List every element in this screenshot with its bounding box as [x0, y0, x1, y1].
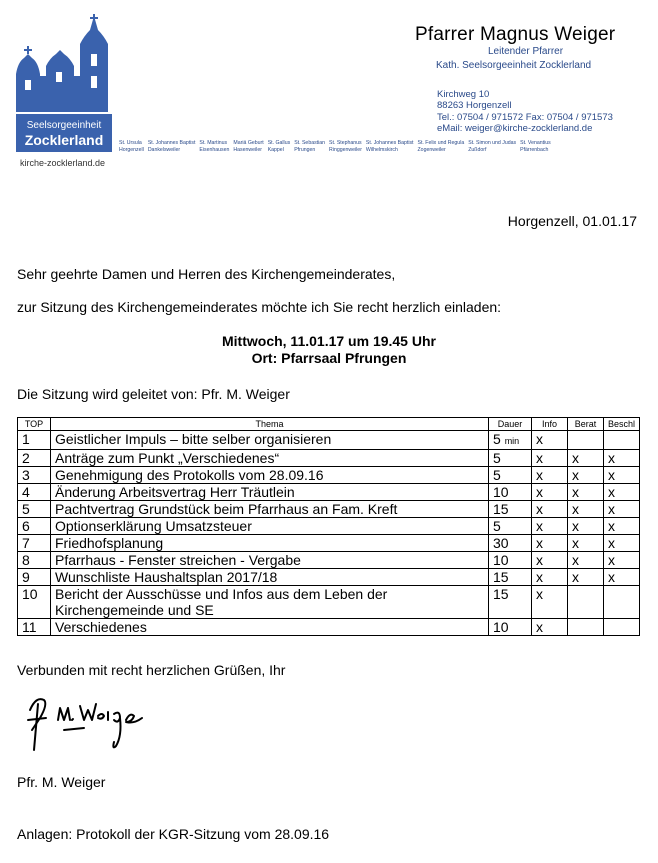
agenda-beschl: [604, 586, 640, 619]
agenda-berat: [568, 586, 604, 619]
agenda-row: [18, 450, 640, 467]
parish-place: Eisenhausen: [199, 147, 230, 153]
parish-place: Dankelsweiler: [147, 147, 181, 153]
parish-list: [119, 140, 639, 154]
agenda-beschl: x: [604, 467, 640, 484]
sender-role: Leitender Pfarrer: [488, 46, 564, 57]
agenda-topic-line: Wunschliste Haushaltsplan 2017/18: [55, 569, 278, 585]
agenda-berat: x: [568, 484, 604, 501]
agenda-topic: [51, 619, 489, 636]
parish-item: [294, 140, 325, 154]
agenda-berat: x: [568, 552, 604, 569]
logo-url: kirche-zocklerland.de: [20, 158, 106, 168]
logo-line2: Zocklerland: [24, 132, 104, 148]
agenda-berat: x: [568, 450, 604, 467]
parish-name: St. Sebastian: [294, 140, 326, 146]
agenda-topic: [51, 501, 489, 518]
agenda-header-row: [18, 418, 640, 431]
meeting-date-time: Mittwoch, 11.01.17 um 19.45 Uhr: [222, 333, 436, 349]
logo-line1: Seelsorgeeinheit: [26, 120, 102, 131]
agenda-info: x: [532, 552, 568, 569]
church-logo-icon: [16, 14, 112, 154]
agenda-top: 9: [18, 569, 51, 586]
parish-name: St. Felix und Regula: [417, 140, 465, 146]
agenda-info: x: [532, 569, 568, 586]
agenda-dauer: [489, 552, 532, 569]
address-email: eMail: weiger@kirche-zocklerland.de: [437, 123, 593, 134]
agenda-top: 6: [18, 518, 51, 535]
agenda-dauer: [489, 501, 532, 518]
agenda-berat: x: [568, 535, 604, 552]
agenda-topic-line: Kirchengemeinde und SE: [55, 602, 214, 618]
agenda-dauer: [489, 619, 532, 636]
date-line: Horgenzell, 01.01.17: [507, 213, 637, 229]
agenda-beschl: x: [604, 552, 640, 569]
signer-name: Pfr. M. Weiger: [17, 774, 106, 790]
agenda-dauer-value: 10: [493, 552, 509, 568]
agenda-dauer: [489, 484, 532, 501]
invitation-text: zur Sitzung des Kirchengemeinderates möchte ich Sie recht herzlich einladen:: [17, 299, 502, 315]
agenda-info: x: [532, 467, 568, 484]
parish-item: [329, 140, 362, 154]
agenda-dauer-value: 15: [493, 586, 509, 602]
handwritten-signature: [24, 690, 154, 752]
agenda-top: 8: [18, 552, 51, 569]
parish-item: [366, 140, 414, 154]
agenda-info: x: [532, 501, 568, 518]
parish-item: [520, 140, 551, 154]
signature-image: [24, 690, 154, 752]
col-dauer: Dauer: [489, 418, 532, 431]
agenda-berat: x: [568, 518, 604, 535]
agenda-info: x: [532, 518, 568, 535]
parish-item: [148, 140, 196, 154]
address-phone-fax: Tel.: 07504 / 971572 Fax: 07504 / 971573: [437, 112, 613, 123]
agenda-topic-line: Verschiedenes: [55, 619, 147, 635]
parish-name: St. Stephanus: [329, 140, 362, 146]
agenda-dauer-value: 30: [493, 535, 509, 551]
agenda-berat: [568, 619, 604, 636]
parish-item: [199, 140, 229, 154]
parish-item: [119, 140, 144, 154]
agenda-beschl: x: [604, 484, 640, 501]
agenda-row: [18, 431, 640, 450]
parish-item: [418, 140, 465, 154]
agenda-row: [18, 552, 640, 569]
salutation: Sehr geehrte Damen und Herren des Kirchengemeinderates,: [17, 266, 396, 282]
agenda-topic-line: Friedhofsplanung: [55, 535, 164, 551]
agenda-topic-line: Änderung Arbeitsvertrag Herr Träutlein: [55, 484, 295, 500]
agenda-topic: [51, 586, 489, 619]
parish-place: Kappel: [267, 147, 284, 153]
agenda-top: 11: [18, 619, 51, 636]
parish-place: Pfrungen: [294, 147, 316, 153]
closing: Verbunden mit recht herzlichen Grüßen, Ihr: [17, 662, 286, 678]
agenda-row: [18, 586, 640, 619]
agenda-dauer: [489, 467, 532, 484]
parish-place: Horgenzell: [119, 147, 144, 153]
agenda-topic: [51, 552, 489, 569]
parish-logo: [16, 14, 112, 154]
agenda-topic-line: Pfarrhaus - Fenster streichen - Vergabe: [55, 552, 301, 568]
agenda-topic-line: Geistlicher Impuls – bitte selber organisieren: [55, 431, 332, 447]
agenda-dauer-unit: min: [504, 436, 520, 446]
agenda-row: [18, 467, 640, 484]
agenda-top: 3: [18, 467, 51, 484]
agenda-topic-line: Genehmigung des Protokolls vom 28.09.16: [55, 467, 324, 483]
meeting-chair: Die Sitzung wird geleitet von: Pfr. M. Weiger: [17, 386, 290, 402]
parish-place: Wilhelmskirch: [365, 147, 398, 153]
agenda-topic-line: Pachtvertrag Grundstück beim Pfarrhaus an Fam. Kreft: [55, 501, 398, 517]
attachments: Anlagen: Protokoll der KGR-Sitzung vom 28.09.16: [17, 826, 330, 842]
parish-item: [468, 140, 516, 154]
agenda-topic: [51, 467, 489, 484]
parish-place: Zußdorf: [468, 147, 487, 153]
agenda-topic: [51, 484, 489, 501]
agenda-topic: [51, 569, 489, 586]
sender-unit: Kath. Seelsorgeeinheit Zocklerland: [436, 60, 592, 71]
agenda-row: [18, 569, 640, 586]
parish-name: Mariä Geburt: [233, 140, 264, 146]
agenda-dauer-value: 15: [493, 501, 509, 517]
parish-place: Pfärrenbach: [520, 147, 549, 153]
col-berat: Berat: [568, 418, 604, 431]
agenda-topic: [51, 518, 489, 535]
parish-name: St. Johannes Baptist: [365, 140, 414, 146]
agenda-info: x: [532, 619, 568, 636]
sender-name: Pfarrer Magnus Weiger: [415, 24, 616, 45]
agenda-row: [18, 518, 640, 535]
parish-place: Hasenweiler: [233, 147, 262, 153]
agenda-topic-line: Anträge zum Punkt „Verschiedenes“: [55, 450, 280, 466]
agenda-top: 1: [18, 431, 51, 450]
col-info: Info: [532, 418, 568, 431]
agenda-dauer: [489, 518, 532, 535]
agenda-topic-line: Bericht der Ausschüsse und Infos aus dem Leben der: [55, 586, 388, 602]
agenda-beschl: [604, 619, 640, 636]
meeting-location: Ort: Pfarrsaal Pfrungen: [251, 350, 407, 366]
parish-name: St. Martinus: [199, 140, 228, 146]
parish-name: St. Johannes Baptist: [147, 140, 196, 146]
agenda-beschl: [604, 431, 640, 450]
parish-name: St. Ursula: [119, 140, 142, 146]
address-street: Kirchweg 10: [437, 89, 490, 100]
agenda-top: 10: [18, 586, 51, 619]
agenda-topic: [51, 535, 489, 552]
agenda-top: 5: [18, 501, 51, 518]
agenda-dauer-value: 5: [493, 518, 501, 534]
agenda-beschl: x: [604, 518, 640, 535]
agenda-topic-line: Optionserklärung Umsatzsteuer: [55, 518, 252, 534]
agenda-info: x: [532, 431, 568, 450]
parish-name: St. Simon und Judas: [468, 140, 517, 146]
agenda-dauer: [489, 535, 532, 552]
col-beschl: Beschl: [604, 418, 640, 431]
parish-item: [268, 140, 291, 154]
parish-name: St. Gallus: [267, 140, 291, 146]
agenda-beschl: x: [604, 535, 640, 552]
parish-name: St. Venantius: [520, 140, 551, 146]
agenda-beschl: x: [604, 450, 640, 467]
agenda-row: [18, 484, 640, 501]
agenda-berat: x: [568, 467, 604, 484]
agenda-row: [18, 619, 640, 636]
agenda-dauer-value: 5: [493, 431, 501, 447]
agenda-body: [18, 431, 640, 636]
agenda-top: 2: [18, 450, 51, 467]
parish-item: [233, 140, 263, 154]
agenda-info: x: [532, 535, 568, 552]
agenda-dauer: [489, 450, 532, 467]
agenda-topic: [51, 450, 489, 467]
agenda-dauer-value: 10: [493, 484, 509, 500]
agenda-dauer-value: 15: [493, 569, 509, 585]
agenda-dauer-value: 10: [493, 619, 509, 635]
agenda-berat: [568, 431, 604, 450]
parish-place: Zogenweiler: [417, 147, 446, 153]
col-top: TOP: [18, 418, 51, 431]
agenda-row: [18, 501, 640, 518]
agenda-top: 7: [18, 535, 51, 552]
agenda-beschl: x: [604, 501, 640, 518]
agenda-info: x: [532, 484, 568, 501]
col-topic: Thema: [51, 418, 489, 431]
agenda-table: [17, 417, 640, 636]
agenda-top: 4: [18, 484, 51, 501]
agenda-info: x: [532, 586, 568, 619]
agenda-beschl: x: [604, 569, 640, 586]
agenda-berat: x: [568, 569, 604, 586]
agenda-dauer: [489, 431, 532, 450]
agenda-dauer-value: 5: [493, 450, 501, 466]
address-city: 88263 Horgenzell: [437, 100, 512, 111]
agenda-topic: [51, 431, 489, 450]
agenda-dauer: [489, 569, 532, 586]
parish-place: Ringgenweiler: [329, 147, 362, 153]
agenda-berat: x: [568, 501, 604, 518]
agenda-row: [18, 535, 640, 552]
agenda-dauer-value: 5: [493, 467, 501, 483]
agenda-dauer: [489, 586, 532, 619]
agenda-info: x: [532, 450, 568, 467]
